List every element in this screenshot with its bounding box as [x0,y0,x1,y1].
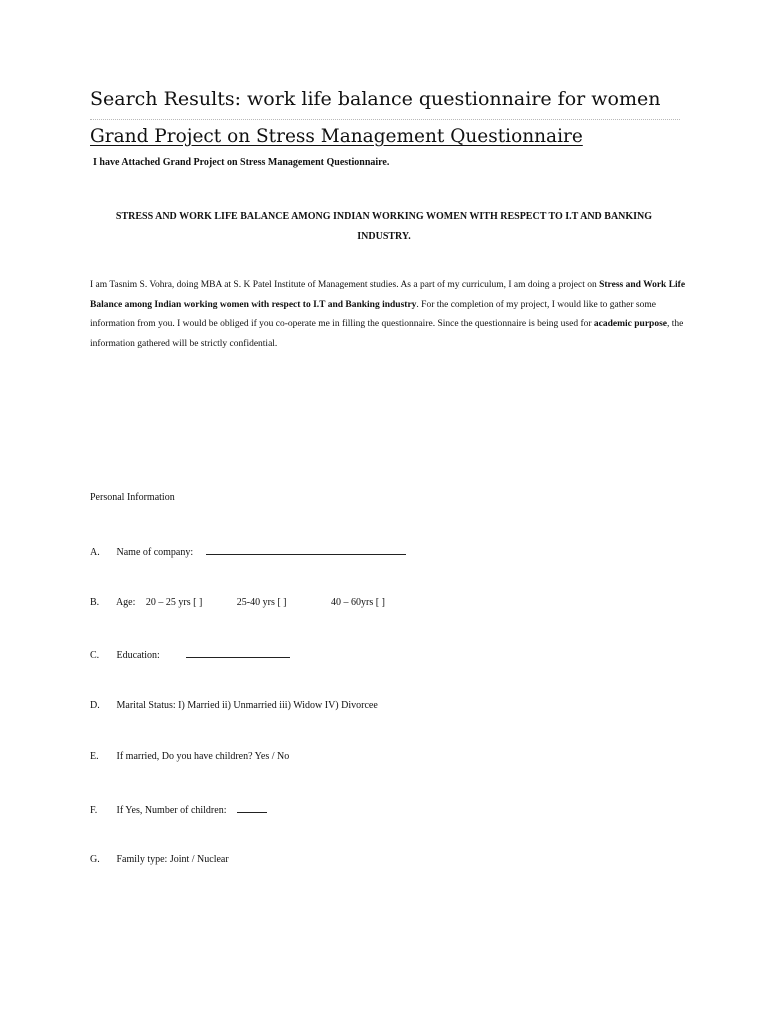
title-divider [90,119,680,120]
question-letter: D. [90,700,100,711]
question-g [90,854,229,865]
children-count-blank[interactable] [237,803,267,813]
question-letter: A. [90,547,100,558]
age-option-20-25[interactable]: 20 – 25 yrs [ ] [145,597,203,608]
age-option-25-40[interactable]: 25-40 yrs [ ] [236,597,287,608]
intro-bold-topic: Stress and Work Life Balance among Indian working women with respect to I.T and Banking industry [90,280,686,310]
intro-text-1: I am Tasnim S. Vohra, doing MBA at S. K Patel Institute of Management studies. As a part of my curriculum, I am doing a project on [90,280,600,290]
question-b [90,597,385,608]
question-d [90,700,378,711]
question-text: Age: [115,597,136,608]
intro-paragraph [90,276,690,354]
question-text: If Yes, Number of children: [116,805,227,816]
question-text: Marital Status: I) Married ii) Unmarried iii) Widow IV) Divorcee [116,700,378,711]
intro-bold-purpose: academic purpose [593,319,667,329]
attached-note: I have Attached Grand Project on Stress Management Questionnaire. [93,157,390,168]
question-f [90,803,267,816]
intro-text-3: , the information gathered will be strictly confidential. [90,319,684,349]
company-name-blank[interactable] [206,545,406,555]
question-a [90,545,406,558]
question-text: Education: [116,650,160,661]
age-option-40-60[interactable]: 40 – 60yrs [ ] [331,597,385,608]
personal-information-label: Personal Information [90,492,175,503]
question-letter: G. [90,854,100,865]
questionnaire-heading [90,207,678,247]
question-text: Name of company: [116,547,194,558]
question-letter: F. [90,805,98,816]
question-letter: C. [90,650,100,661]
question-text: If married, Do you have children? Yes / No [116,751,290,762]
question-e [90,751,289,762]
heading-line-2: INDUSTRY. [357,231,411,242]
education-blank[interactable] [186,648,290,658]
question-c [90,648,290,661]
search-results-title: Search Results: work life balance questionnaire for women [90,88,661,110]
document-title-link[interactable]: Grand Project on Stress Management Questionnaire [90,126,583,147]
intro-text-2: . For the completion of my project, I would like to gather some information from you. I would be obliged if you co-operate me in filling the questionnaire. Since the questionnaire is being used for [90,299,656,329]
question-text: Family type: Joint / Nuclear [116,854,229,865]
question-letter: B. [90,597,100,608]
question-letter: E. [90,751,99,762]
heading-line-1: STRESS AND WORK LIFE BALANCE AMONG INDIAN WORKING WOMEN WITH RESPECT TO I.T AND BANKING [115,211,653,222]
